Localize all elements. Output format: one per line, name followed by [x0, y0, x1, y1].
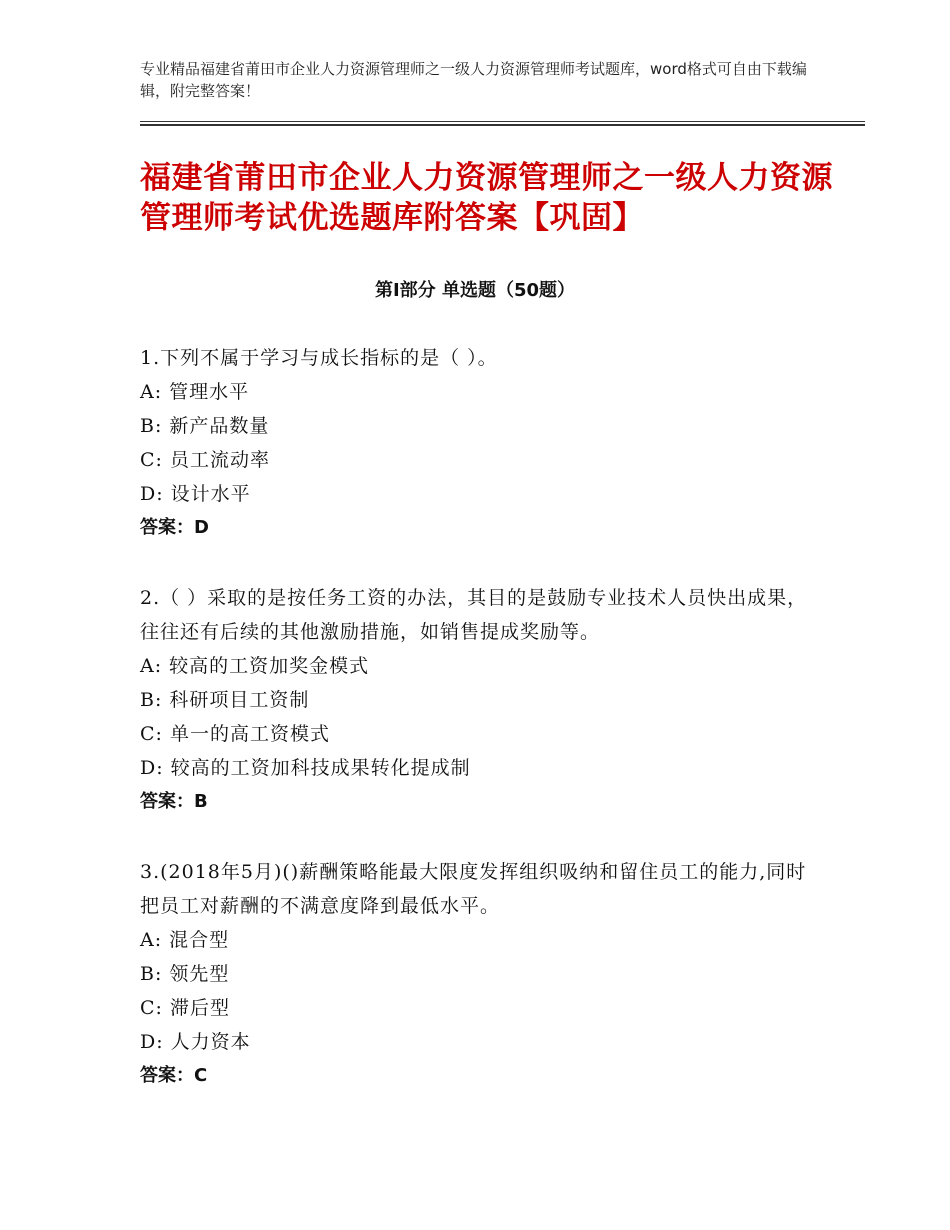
option-d: D: 设计水平 — [140, 483, 251, 505]
option-c: C: 单一的高工资模式 — [140, 723, 330, 745]
option-a: A: 混合型 — [140, 929, 230, 951]
option-c: C: 员工流动率 — [140, 449, 270, 471]
question-1 — [140, 341, 810, 545]
answer: 答案：D — [140, 517, 209, 538]
question-stem: 2.（ ）采取的是按任务工资的办法，其目的是鼓励专业技术人员快出成果，往往还有后续的其他激励措施，如销售提成奖励等。 — [140, 587, 808, 643]
header-rule-thin — [140, 121, 865, 122]
question-3 — [140, 855, 810, 1093]
header-rule-thick — [140, 124, 865, 126]
option-a: A: 较高的工资加奖金模式 — [140, 655, 370, 677]
option-d: D: 人力资本 — [140, 1031, 251, 1053]
section-heading: 第Ⅰ部分 单选题（50题） — [374, 280, 575, 301]
option-d: D: 较高的工资加科技成果转化提成制 — [140, 757, 471, 779]
answer: 答案：B — [140, 791, 208, 812]
question-stem: 3.(2018年5月)()薪酬策略能最大限度发挥组织吸纳和留住员工的能力,同时把员工对薪酬的不满意度降到最低水平。 — [140, 861, 807, 917]
answer: 答案：C — [140, 1065, 208, 1086]
header-note: 专业精品福建省莆田市企业人力资源管理师之一级人力资源管理师考试题库，word格式可自由下载编辑，附完整答案！ — [140, 60, 807, 100]
option-b: B: 新产品数量 — [140, 415, 270, 437]
option-b: B: 领先型 — [140, 963, 230, 985]
question-2 — [140, 581, 810, 819]
question-stem: 1.下列不属于学习与成长指标的是（ ）。 — [140, 347, 498, 369]
option-c: C: 滞后型 — [140, 997, 230, 1019]
option-b: B: 科研项目工资制 — [140, 689, 310, 711]
document-title: 福建省莆田市企业人力资源管理师之一级人力资源管理师考试优选题库附答案【巩固】 — [140, 160, 833, 236]
option-a: A: 管理水平 — [140, 381, 250, 403]
